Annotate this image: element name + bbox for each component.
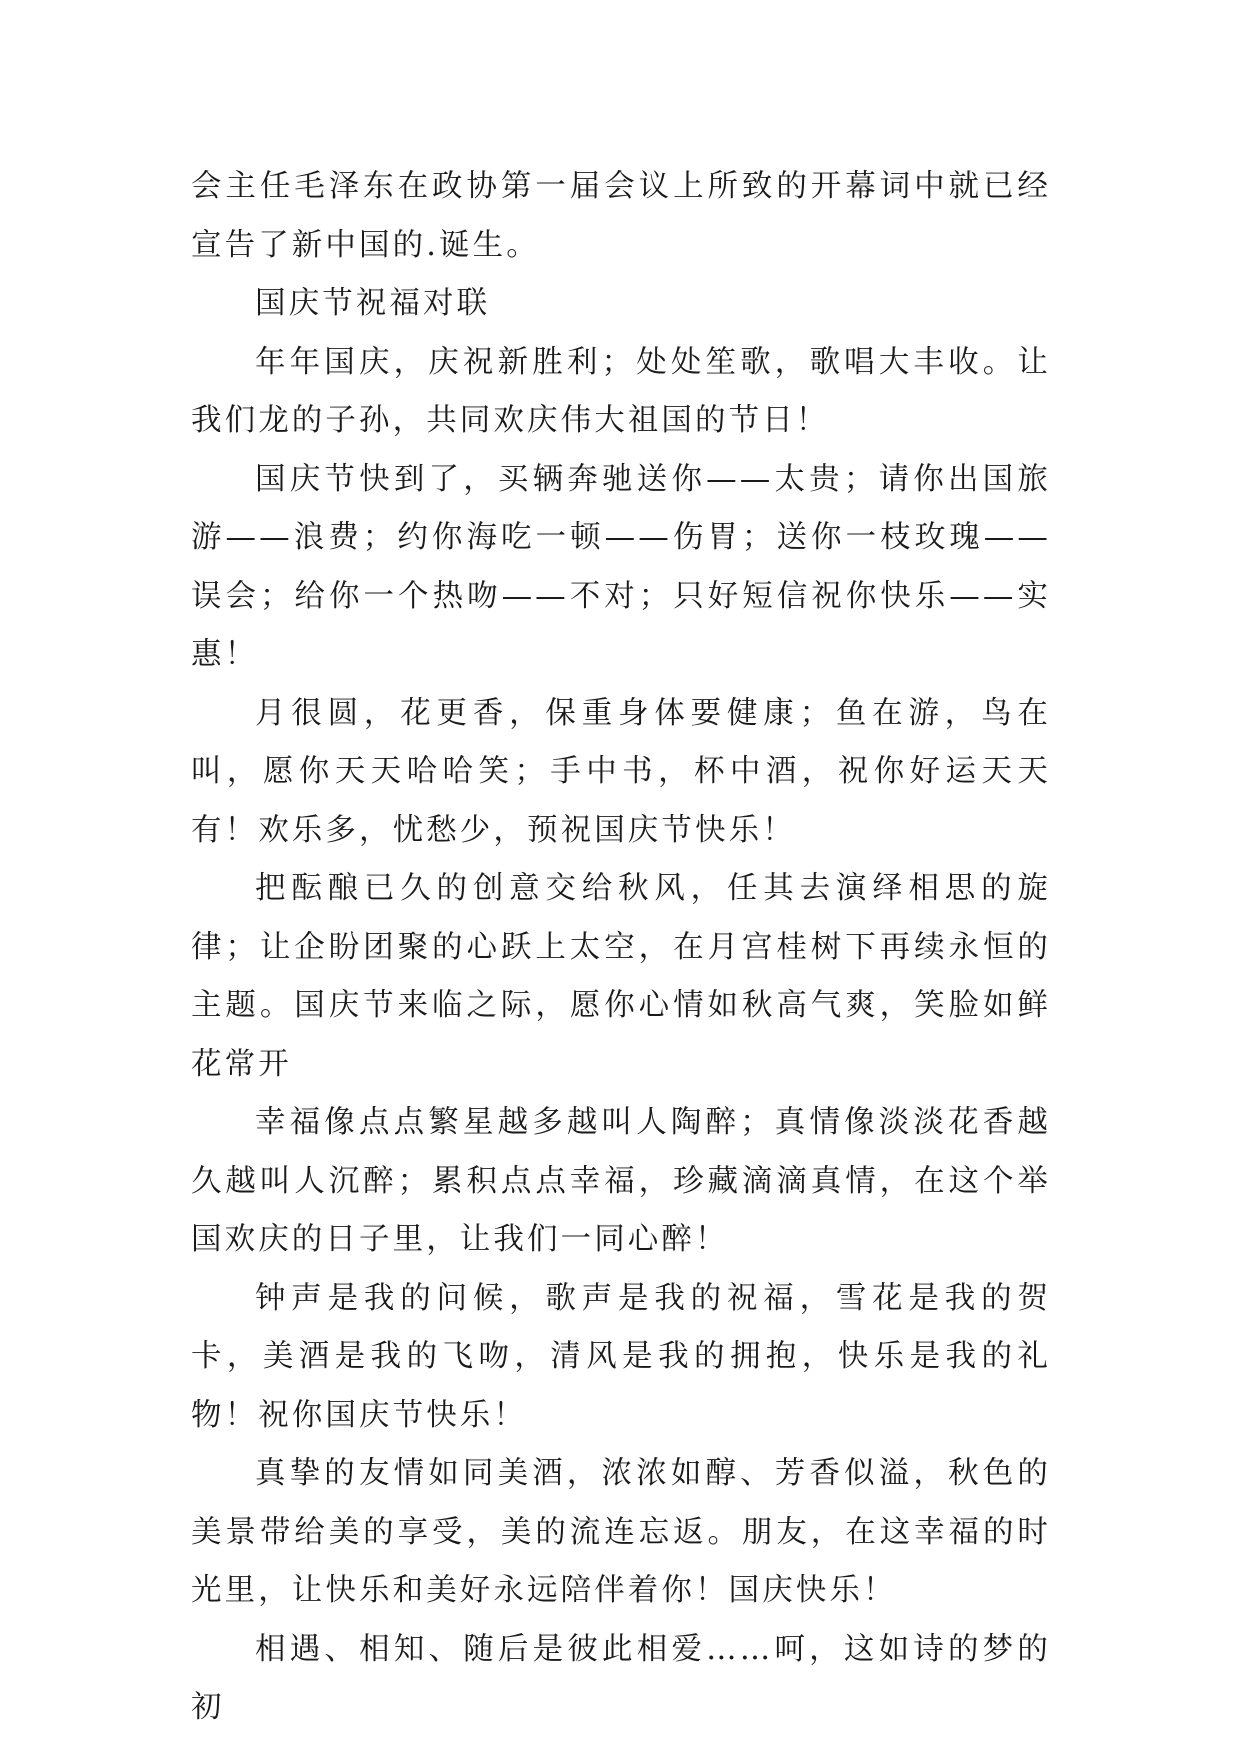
section-heading: 国庆节祝福对联: [255, 286, 491, 321]
paragraph: 真挚的友情如同美酒，浓浓如醇、芳香似溢，秋色的美景带给美的享受，美的流连忘返。朋友，在这幸福的时光里，让快乐和美好永远陪伴着你！国庆快乐！: [191, 1456, 1051, 1608]
paragraph-continuation: 会主任毛泽东在政协第一届会议上所致的开幕词中就已经宣告了新中国的.诞生。: [191, 169, 1051, 263]
paragraph: 幸福像点点繁星越多越叫人陶醉；真情像淡淡花香越久越叫人沉醉；累积点点幸福，珍藏滴滴真情，在这个举国欢庆的日子里，让我们一同心醉！: [191, 1105, 1051, 1257]
paragraph: 把酝酿已久的创意交给秋风，任其去演绎相思的旋律；让企盼团聚的心跃上太空，在月宫桂树下再续永恒的主题。国庆节来临之际，愿你心情如秋高气爽，笑脸如鲜花常开: [191, 871, 1051, 1082]
document-page: [191, 158, 1051, 1738]
paragraph: 年年国庆，庆祝新胜利；处处笙歌，歌唱大丰收。让我们龙的子孙，共同欢庆伟大祖国的节日！: [191, 344, 1051, 438]
paragraph: 钟声是我的问候，歌声是我的祝福，雪花是我的贺卡，美酒是我的飞吻，清风是我的拥抱，快乐是我的礼物！祝你国庆节快乐！: [191, 1280, 1051, 1433]
paragraph: 相遇、相知、随后是彼此相爱……呵，这如诗的梦的初: [191, 1631, 1051, 1725]
paragraph: 国庆节快到了，买辆奔驰送你——太贵；请你出国旅游——浪费；约你海吃一顿——伤胃；送你一枝玫瑰——误会；给你一个热吻——不对；只好短信祝你快乐——实惠！: [191, 461, 1051, 672]
paragraph: 月很圆，花更香，保重身体要健康；鱼在游，鸟在叫，愿你天天哈哈笑；手中书，杯中酒，祝你好运天天有！欢乐多，忧愁少，预祝国庆节快乐！: [191, 695, 1051, 848]
